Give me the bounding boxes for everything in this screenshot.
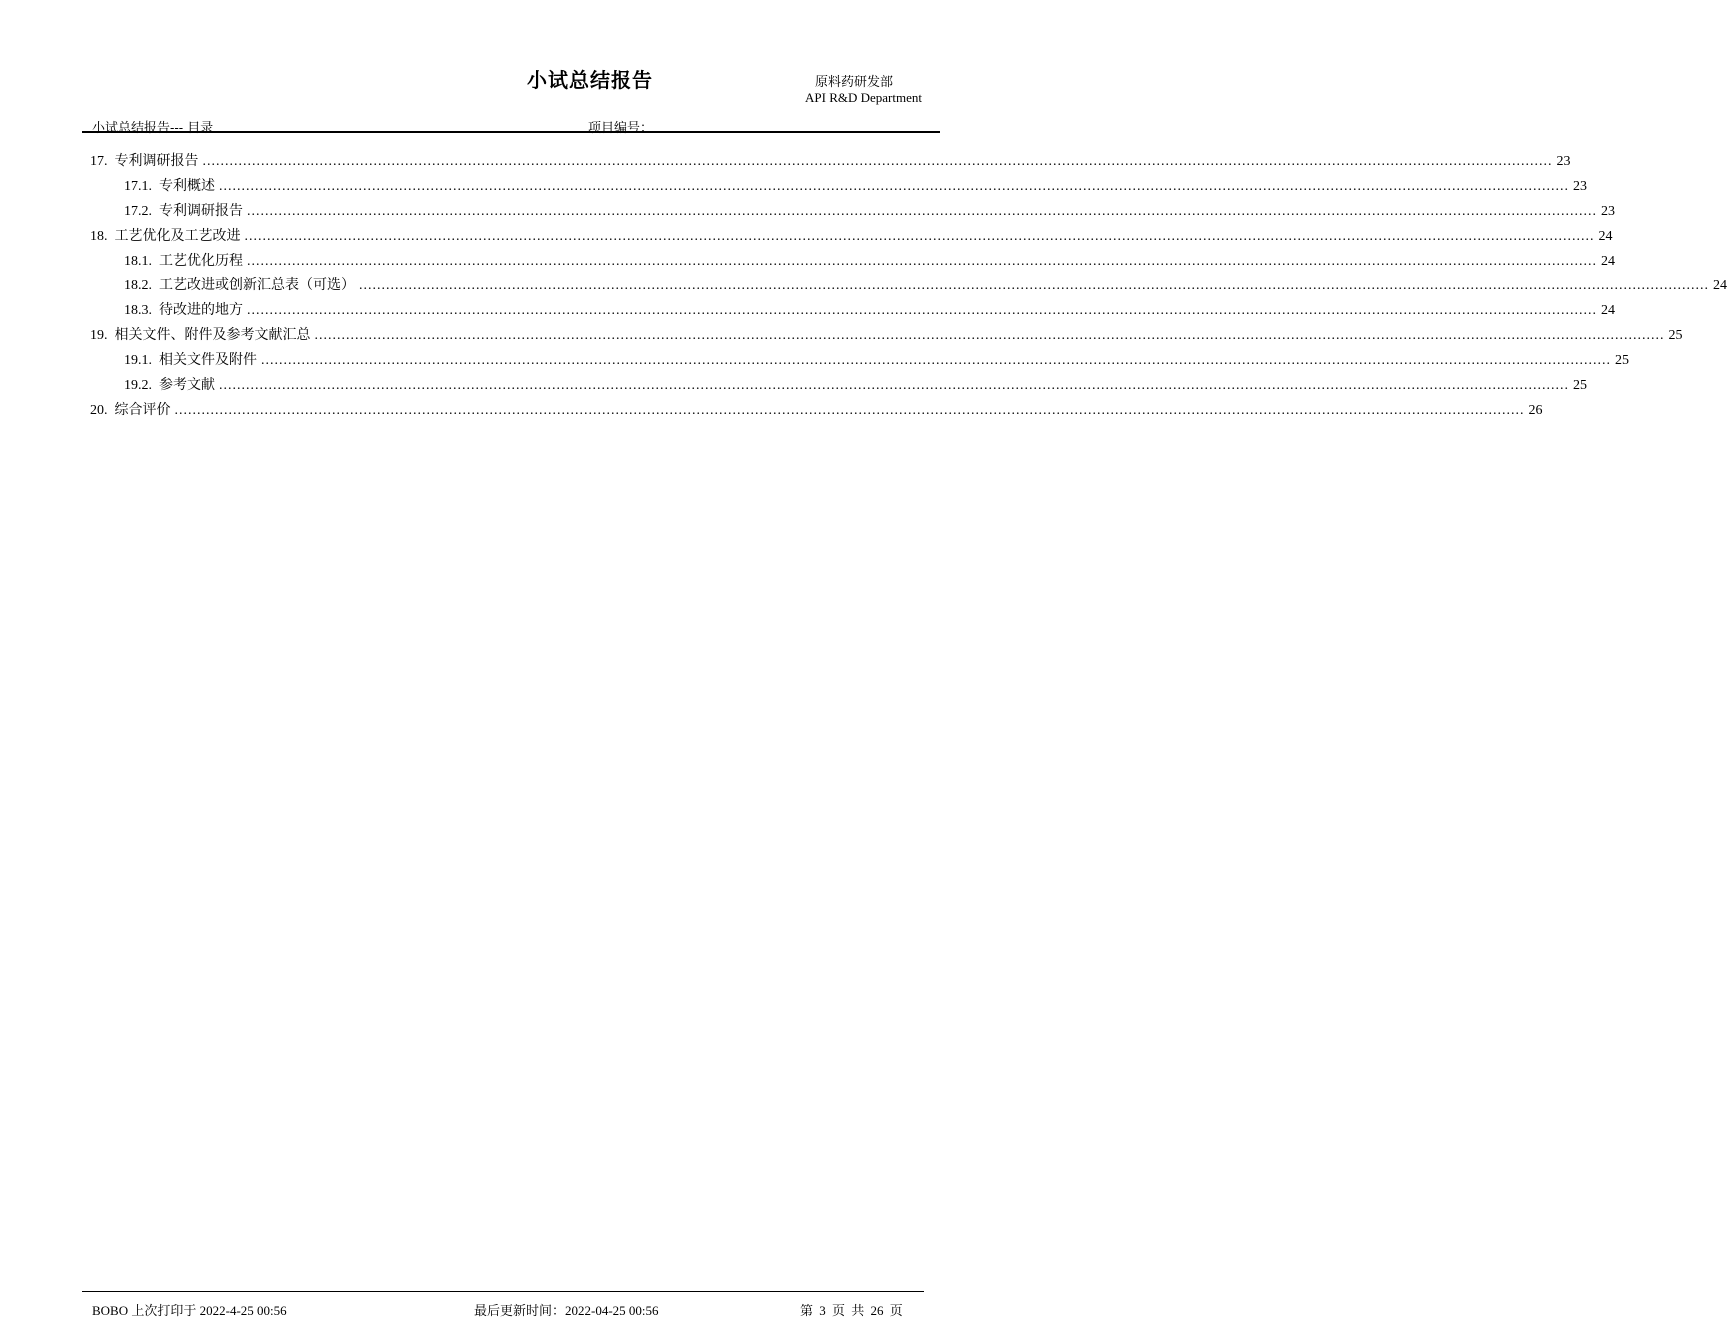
footer-print-info: BOBO 上次打印于 2022-4-25 00:56 [92, 1303, 287, 1318]
toc-entry-title: 专利调研报告 [114, 153, 199, 169]
department-name-en: API R&D Department [805, 90, 922, 105]
toc-entry-page: 25 [1668, 328, 1683, 344]
toc-entry-title: 专利概述 [159, 177, 215, 194]
toc-entry[interactable] [90, 399, 1543, 424]
toc-dot-leader: ............................................................................................................................................................................................................................................................................................................ [219, 178, 1569, 194]
toc-dot-leader: ............................................................................................................................................................................................................................................................................................................ [247, 203, 1597, 219]
footer-page-number: 第 3 页 共 26 页 [800, 1303, 903, 1318]
toc-dot-leader: ............................................................................................................................................................................................................................................................................................................ [247, 303, 1597, 319]
toc-entry-number: 19.2. [124, 378, 152, 394]
document-title: 小试总结报告 [527, 68, 653, 92]
department-name-cn: 原料药研发部 [815, 75, 894, 90]
toc-entry-number: 17. [90, 154, 108, 169]
toc-entry-page: 26 [1528, 402, 1543, 418]
header-divider [82, 131, 940, 133]
toc-entry[interactable] [90, 200, 1615, 225]
toc-entry-page: 24 [1601, 253, 1615, 269]
toc-entry[interactable] [90, 299, 1615, 324]
toc-entry[interactable] [90, 225, 1613, 250]
toc-entry-page: 24 [1601, 303, 1615, 319]
toc-entry[interactable] [90, 150, 1571, 175]
toc-entry-number: 18.1. [124, 253, 152, 269]
toc-dot-leader: ............................................................................................................................................................................................................................................................................................................ [247, 253, 1597, 269]
toc-entry[interactable] [90, 250, 1615, 275]
toc-entry-page: 25 [1615, 353, 1629, 369]
toc-entry-title: 参考文献 [159, 377, 215, 394]
toc-entry-number: 18. [90, 228, 108, 244]
toc-dot-leader: ............................................................................................................................................................................................................................................................................................................ [314, 328, 1665, 344]
table-of-contents [90, 150, 1727, 424]
toc-entry[interactable] [90, 175, 1587, 200]
toc-entry[interactable] [90, 324, 1683, 349]
toc-entry-title: 专利调研报告 [159, 202, 243, 219]
toc-entry-title: 相关文件及附件 [159, 352, 257, 369]
toc-entry-title: 综合评价 [114, 401, 171, 418]
toc-entry-title: 相关文件、附件及参考文献汇总 [114, 327, 311, 344]
toc-dot-leader: ............................................................................................................................................................................................................................................................................................................ [219, 378, 1569, 394]
toc-entry-number: 18.2. [124, 278, 152, 294]
toc-entry-number: 17.2. [124, 203, 152, 219]
toc-entry-number: 18.3. [124, 303, 152, 319]
toc-entry-title: 待改进的地方 [159, 302, 243, 319]
project-number-label: 项目编号： [588, 121, 654, 136]
toc-entry-title: 工艺改进或创新汇总表（可选） [159, 277, 355, 294]
toc-entry-number: 19. [90, 328, 108, 344]
toc-entry[interactable] [90, 374, 1587, 399]
toc-entry-number: 19.1. [124, 353, 152, 369]
toc-entry-number: 17.1. [124, 178, 152, 194]
toc-entry-number: 20. [90, 402, 108, 418]
section-label: 小试总结报告--- 目录 [92, 121, 214, 136]
toc-entry[interactable] [90, 274, 1727, 299]
footer-update-time: 最后更新时间：2022-04-25 00:56 [474, 1303, 659, 1318]
footer-divider [82, 1291, 924, 1292]
toc-entry-title: 工艺优化及工艺改进 [114, 227, 241, 244]
toc-entry-title: 工艺优化历程 [159, 252, 243, 269]
toc-entry-page: 23 [1601, 203, 1615, 219]
toc-entry-page: 24 [1598, 228, 1613, 244]
toc-entry-page: 23 [1573, 178, 1587, 194]
toc-dot-leader: ............................................................................................................................................................................................................................................................................................................ [261, 353, 1611, 369]
toc-dot-leader: ............................................................................................................................................................................................................................................................................................................ [244, 228, 1595, 244]
toc-dot-leader: ............................................................................................................................................................................................................................................................................................................ [202, 154, 1553, 169]
toc-entry-page: 24 [1713, 278, 1727, 294]
toc-entry-page: 23 [1556, 154, 1571, 169]
toc-entry-page: 25 [1573, 378, 1587, 394]
toc-entry[interactable] [90, 349, 1629, 374]
toc-dot-leader: ............................................................................................................................................................................................................................................................................................................ [174, 402, 1525, 418]
toc-dot-leader: ............................................................................................................................................................................................................................................................................................................ [359, 278, 1709, 294]
